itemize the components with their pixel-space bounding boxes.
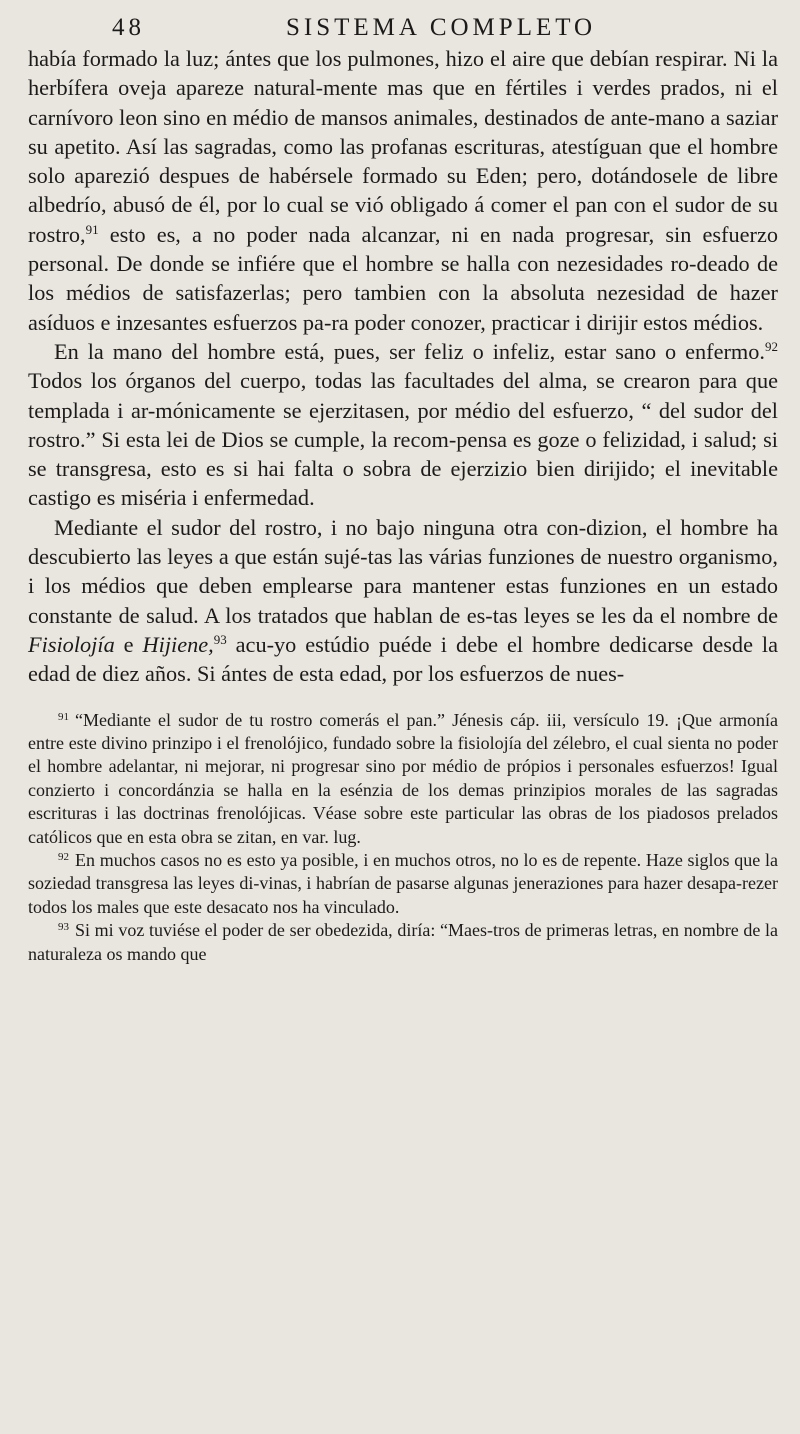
footnote-ref-93: 93 <box>213 631 227 647</box>
paragraph-1-text-b: esto es, a no poder nada alcanzar, ni en nada progresar, sin esfuerzo personal. De donde se infiére que el hombre se halla con nezesidades ro-deado de los médios de satisfazerlas; pero tambien con la absoluta nezesidad de hazer asíduos e inzesantes esfuerzos pa-ra poder conozer, practicar i dirijir estos médios. <box>28 221 778 335</box>
footnote-92 <box>28 849 778 919</box>
paragraph-3-text-mid: e <box>114 631 143 657</box>
paragraph-2-text-a: En la mano del hombre está, pues, ser feliz o infeliz, estar sano o enfermo. <box>54 338 765 364</box>
footnote-mark: 92 <box>58 850 69 863</box>
paragraph-3-text-a: Mediante el sudor del rostro, i no bajo ninguna otra con-dizion, el hombre ha descubierto las leyes a que están sujé-tas las várias funziones de nuestro organismo, i los médios que deben emplearse para mantener estas funziones en un estado constante de salud. A los tratados que hablan de es-tas leyes se les da el nombre de <box>28 514 778 628</box>
footnote-mark: 93 <box>58 921 69 934</box>
footnote-mark: 91 <box>58 710 69 723</box>
footnote-93 <box>28 919 778 966</box>
paragraph-1 <box>28 44 778 337</box>
footnotes <box>28 709 778 966</box>
paragraph-3 <box>28 513 778 689</box>
paragraph-2 <box>28 337 778 513</box>
footnote-text: En muchos casos no es esto ya posible, i en muchos otros, no lo es de repente. Haze siglos que la soziedad transgresa las leyes di-vinas, i habrían de pasarse algunas jeneraziones para hazer desapa-rezer todos los males que este desacato nos ha vinculado. <box>28 849 778 917</box>
footnote-text: Si mi voz tuviése el poder de ser obedezida, diría: “Maes-tros de primeras letras, en nombre de la naturaleza os mando que <box>28 920 778 964</box>
footnote-text: “Mediante el sudor de tu rostro comerás el pan.” Jénesis cáp. iii, versículo 19. ¡Que armonía entre este divino prinzipo i el frenolójico, fundado sobre la fisiolojía del zélebro, el cual sienta no poder el hombre adelantar, ni mejorar, ni progresar sino por médio de própios i personales esfuerzos! Igual conzierto i concordánzia se halla en la esénzia de los demas prinzipios morales de las sagradas escrituras i las doctrinas frenolójicas. Véase sobre este particular las obras de los piadosos prelados católicos que en esta obra se zitan, en var. lug. <box>28 709 778 847</box>
paragraph-1-text-a: había formado la luz; ántes que los pulmones, hizo el aire que debían respirar. Ni la herbífera oveja apareze natural-mente mas que en fértiles i verdes prados, ni el carnívoro leon sino en médio de mansos animales, destinados de ante-mano a saziar su apetito. Así las sagradas, como las profanas escrituras, atestíguan que el hombre solo aparezió despues de habérsele formado su Eden; pero, dotándosele de libre albedrío, abusó de él, por lo cual se vió obligado á comer el pan con el sudor de su rostro, <box>28 46 778 247</box>
footnote-91 <box>28 709 778 849</box>
main-text <box>28 44 778 689</box>
paragraph-3-text-b: acu-yo estúdio puéde i debe el hombre dedicarse desde la edad de diez años. Si ántes de esta edad, por los esfuerzos de nues- <box>28 631 779 687</box>
term-fisiolojia: Fisiolojía <box>28 631 115 657</box>
running-head <box>28 8 778 44</box>
paragraph-2-text-b: Todos los órganos del cuerpo, todas las facultades del alma, se crearon para que templada i ar-mónicamente se ejerzitasen, por médio del esfuerzo, “ del sudor del rostro.” Si esta lei de Dios se cumple, la recom-pensa es goze o felizidad, i salud; si se transgresa, esto es si hai falta o sobra de ejerzizio bien dirijido; el inevitable castigo es miséria i enfermedad. <box>28 368 778 511</box>
footnote-ref-92: 92 <box>765 338 778 354</box>
footnote-ref-91: 91 <box>85 221 99 237</box>
term-hijiene: Hijiene, <box>142 631 214 657</box>
running-title: SISTEMA COMPLETO <box>286 14 597 41</box>
page-number: 48 <box>112 14 145 41</box>
